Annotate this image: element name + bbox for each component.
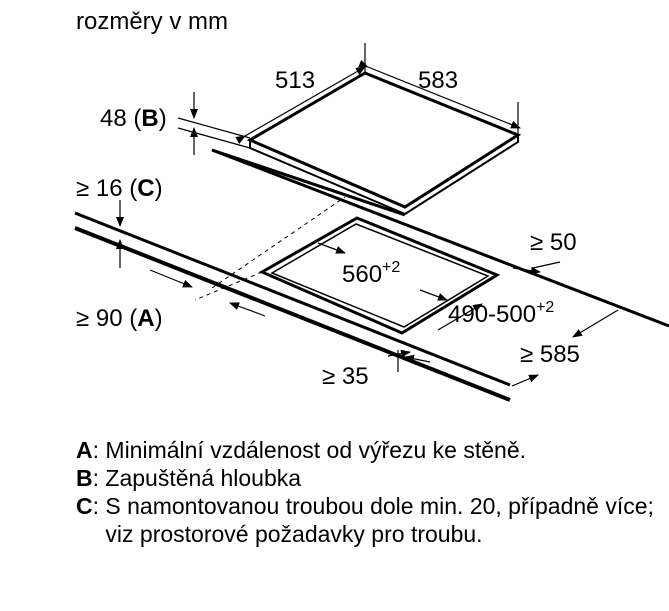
- legend-item-a: A : Minimální vzdálenost od výřezu ke stěně.: [76, 436, 666, 464]
- dim-depth-hob: 583: [418, 67, 459, 94]
- dim-dist-a: ≥ 90 (A): [76, 305, 163, 332]
- dim-depth-b: 48 (B): [100, 105, 167, 132]
- hob: [212, 73, 518, 215]
- dim-min-front: ≥ 35: [322, 363, 369, 390]
- legend-item-b: B : Zapuštěná hloubka: [76, 464, 666, 492]
- dim-gap-c: ≥ 16 (C): [76, 175, 163, 202]
- dim-min-back: ≥ 50: [530, 229, 577, 256]
- legend: [76, 436, 666, 548]
- legend-key: B: [76, 465, 93, 491]
- legend-key: A: [76, 437, 93, 463]
- legend-key: C: [76, 493, 93, 519]
- legend-text: S namontovanou troubou dole min. 20, případně více; viz prostorové požadavky pro troubu.: [105, 493, 654, 547]
- legend-text: Zapuštěná hloubka: [105, 465, 302, 491]
- dim-cutout-width: $560^{+2}$: [342, 259, 401, 288]
- dim-cutout-depth: $490-500^{+2}$: [448, 299, 555, 328]
- dim-min-worktop: ≥ 585: [520, 341, 580, 368]
- page-title: rozměry v mm: [76, 8, 228, 35]
- dim-width-hob: 513: [275, 67, 316, 94]
- legend-text: Minimální vzdálenost od výřezu ke stěně.: [105, 437, 526, 463]
- legend-item-c: C : S namontovanou troubou dole min. 20, případně více; viz prostorové požadavky pro troubu.: [76, 492, 666, 548]
